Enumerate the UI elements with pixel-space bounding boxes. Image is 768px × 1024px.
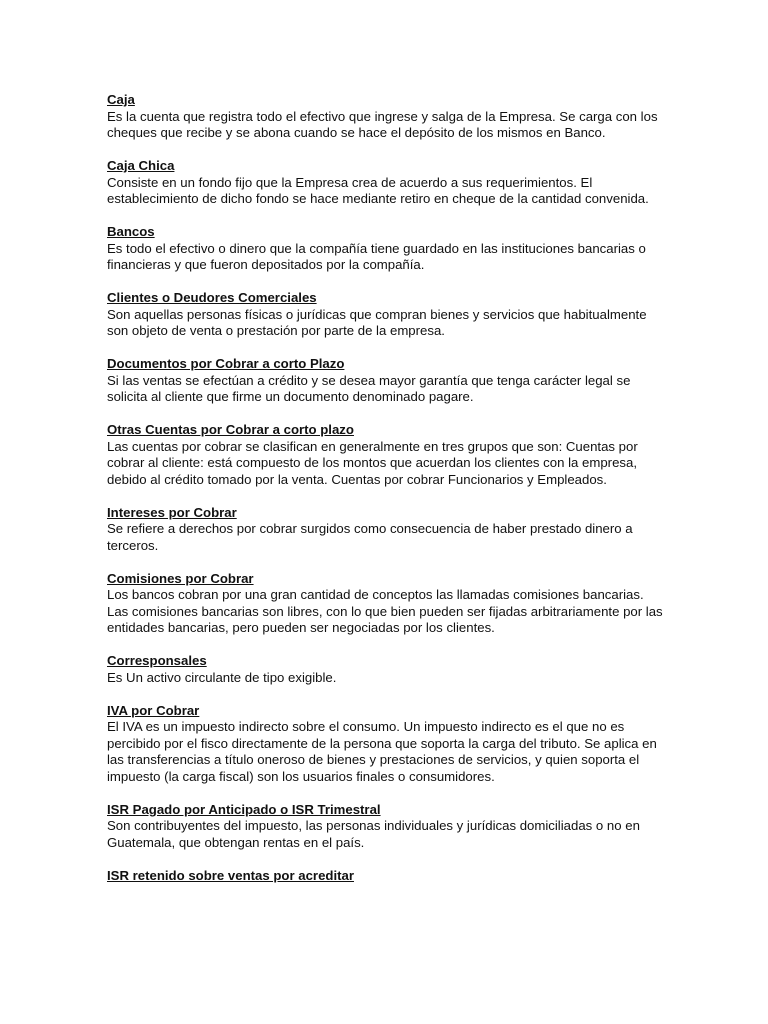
entry-heading: Clientes o Deudores Comerciales <box>107 290 317 305</box>
entry-body: Los bancos cobran por una gran cantidad de conceptos las llamadas comisiones bancarias. Las comisiones bancarias son libres, con lo que bien pueden ser fijadas arbitrariamente por las entidades bancarias, pero pueden ser negociadas por los clientes. <box>107 587 663 635</box>
document-content <box>107 92 667 901</box>
entry-body: Si las ventas se efectúan a crédito y se desea mayor garantía que tenga carácter legal se solicita al cliente que firme un documento denominado pagare. <box>107 372 631 404</box>
entry-heading: Caja <box>107 92 135 107</box>
entry-heading: Documentos por Cobrar a corto Plazo <box>107 356 345 371</box>
entry-caja-chica <box>107 158 667 208</box>
entry-heading: Comisiones por Cobrar <box>107 570 254 586</box>
entry-heading: Corresponsales <box>107 653 207 668</box>
entry-body: Es Un activo circulante de tipo exigible. <box>107 669 337 685</box>
entry-isr-retenido <box>107 868 667 885</box>
entry-body: Es todo el efectivo o dinero que la compañía tiene guardado en las instituciones bancarias o financieras y que fueron depositados por la compañía. <box>107 240 646 272</box>
entry-body: Son contribuyentes del impuesto, las personas individuales y jurídicas domiciliadas o no en Guatemala, que obtengan rentas en el país. <box>107 818 640 850</box>
entry-heading: Caja Chica <box>107 158 175 173</box>
entry-heading: Bancos <box>107 224 155 239</box>
entry-caja <box>107 92 667 142</box>
entry-heading: Intereses por Cobrar <box>107 504 237 520</box>
entry-comisiones <box>107 571 667 637</box>
entry-corresponsales <box>107 653 667 686</box>
entry-documentos-por-cobrar <box>107 356 667 406</box>
entry-clientes <box>107 290 667 340</box>
entry-bancos <box>107 224 667 274</box>
entry-intereses <box>107 505 667 555</box>
entry-iva <box>107 703 667 786</box>
entry-heading: IVA por Cobrar <box>107 702 200 718</box>
entry-body: Se refiere a derechos por cobrar surgidos como consecuencia de haber prestado dinero a terceros. <box>107 521 633 553</box>
entry-body: Son aquellas personas físicas o jurídicas que compran bienes y servicios que habitualmente son objeto de venta o prestación por parte de la empresa. <box>107 306 647 338</box>
entry-body: El IVA es un impuesto indirecto sobre el consumo. Un impuesto indirecto es el que no es percibido por el fisco directamente de la persona que soporta la carga del tributo. Se aplica en las transferencias a título oneroso de bienes y prestaciones de servicios, y quien soporta el impuesto (la carga fiscal) son los usuarios finales o consumidores. <box>107 719 657 784</box>
entry-otras-cuentas <box>107 422 667 488</box>
entry-heading: ISR retenido sobre ventas por acreditar <box>107 867 354 883</box>
entry-isr-anticipado <box>107 802 667 852</box>
entry-body: Es la cuenta que registra todo el efectivo que ingrese y salga de la Empresa. Se carga con los cheques que recibe y se abona cuando se hace el depósito de los mismos en Banco. <box>107 108 658 140</box>
entry-heading: ISR Pagado por Anticipado o ISR Trimestral <box>107 801 381 817</box>
entry-body: Consiste en un fondo fijo que la Empresa crea de acuerdo a sus requerimientos. El establecimiento de dicho fondo se hace mediante retiro en cheque de la cantidad convenida. <box>107 174 649 206</box>
entry-heading: Otras Cuentas por Cobrar a corto plazo <box>107 422 354 437</box>
entry-body: Las cuentas por cobrar se clasifican en generalmente en tres grupos que son: Cuentas por cobrar al cliente: está compuesto de los montos que acuerdan los clientes con la empresa, debido al crédito tomado por la venta. Cuentas por cobrar Funcionarios y Empleados. <box>107 438 638 487</box>
